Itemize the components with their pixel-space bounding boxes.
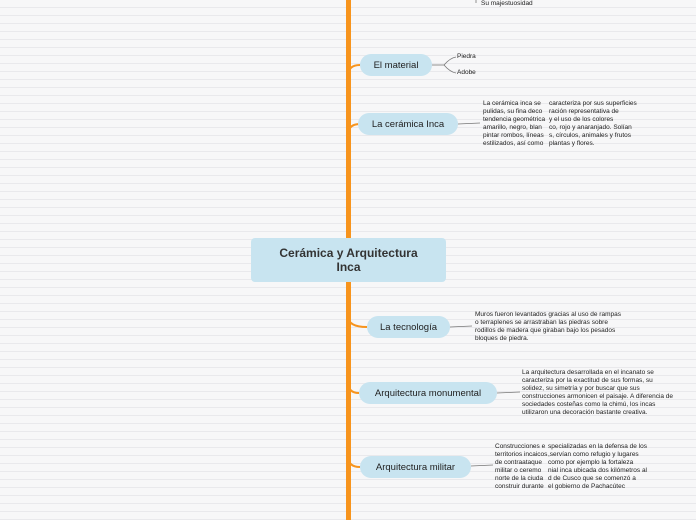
topic-militar[interactable]	[360, 456, 471, 478]
note-line: norte de la ciuda	[495, 475, 544, 483]
note-militar-left	[495, 443, 547, 492]
note-line: caracteriza por la exactitud de sus formas, su	[522, 377, 653, 385]
note-line: sociedades costeñas como la chimú, los incas	[522, 401, 656, 409]
central-topic-label: Cerámica y Arquitectura Inca	[279, 246, 418, 274]
topic-militar-label: Arquitectura militar	[375, 461, 456, 473]
note-line: plantas y flores.	[549, 140, 595, 148]
topic-material-label: El material	[373, 59, 419, 71]
topic-ceramica-label: La cerámica Inca	[371, 118, 445, 130]
note-line: o terraplenes se arrastraban las piedras sobre	[475, 319, 608, 327]
note-line: pulidas, su fina deco	[483, 108, 543, 116]
note-line: como por ejemplo la fortaleza	[548, 459, 634, 467]
note-line: de contraataque	[495, 459, 542, 467]
note-tecnologia-text	[475, 311, 621, 343]
topic-monumental[interactable]	[359, 382, 497, 404]
note-line: rodillos de madera que giraban bajo los pesados	[475, 327, 616, 335]
note-line: specializadas en la defensa de los	[548, 443, 648, 450]
note-line: d de Cusco que se comenzó a	[548, 475, 636, 483]
note-line: estilizados, así como	[483, 140, 544, 148]
top-fragment-text: Su majestuosidad	[481, 0, 533, 7]
note-ceramica-right	[549, 100, 637, 149]
topic-tecnologia[interactable]	[367, 316, 450, 338]
note-line: bloques de piedra.	[475, 335, 529, 343]
note-line: La arquitectura desarrollada en el incanato se	[522, 369, 654, 376]
topic-monumental-label: Arquitectura monumental	[374, 387, 482, 399]
topic-ceramica[interactable]	[358, 113, 458, 135]
note-line: territorios incaicos	[495, 451, 548, 459]
note-line: tendencia geométrica	[483, 116, 546, 124]
note-line: pintar rombos, líneas	[483, 132, 544, 140]
leaf-piedra[interactable]: Piedra	[457, 53, 476, 60]
note-line: co, rojo y anaranjado. Solían	[549, 124, 632, 132]
note-line: nial inca ubicada dos kilómetros al	[548, 467, 647, 475]
note-line: amarillo, negro, blan	[483, 124, 542, 132]
note-line: caracteriza por sus superficies	[549, 100, 637, 107]
note-line: construir durante	[495, 483, 544, 491]
note-monumental[interactable]	[522, 369, 694, 419]
note-monumental-text	[522, 369, 673, 418]
note-tecnologia[interactable]	[475, 311, 650, 345]
topic-tecnologia-label: La tecnología	[379, 321, 438, 333]
note-line: ,servían como refugio y lugares	[548, 451, 639, 459]
note-line: ración representativa de	[549, 108, 619, 116]
topic-material[interactable]	[360, 54, 432, 76]
note-line: el gobierno de Pachacútec	[548, 483, 625, 491]
note-militar[interactable]	[495, 443, 670, 493]
note-militar-right	[548, 443, 647, 492]
note-line: construcciones armonicen el paisaje. A diferencia de	[522, 393, 674, 401]
note-ceramica-left	[483, 100, 545, 149]
note-line: militar o ceremo	[495, 467, 542, 475]
note-line: Muros fueron levantados gracias al uso de rampas	[475, 311, 621, 318]
note-ceramica[interactable]	[483, 100, 653, 150]
note-line: y el uso de los colores	[549, 116, 614, 124]
leaf-adobe[interactable]: Adobe	[457, 69, 476, 76]
note-line: solidez, su simetría y por buscar que sus	[522, 385, 640, 393]
note-line: Construcciones e	[495, 443, 546, 450]
central-topic[interactable]	[251, 238, 446, 282]
note-line: utilizaron una decoración bastante creativa.	[522, 409, 648, 417]
note-line: La cerámica inca se	[483, 100, 541, 107]
note-line: s, círculos, animales y frutos	[549, 132, 631, 140]
